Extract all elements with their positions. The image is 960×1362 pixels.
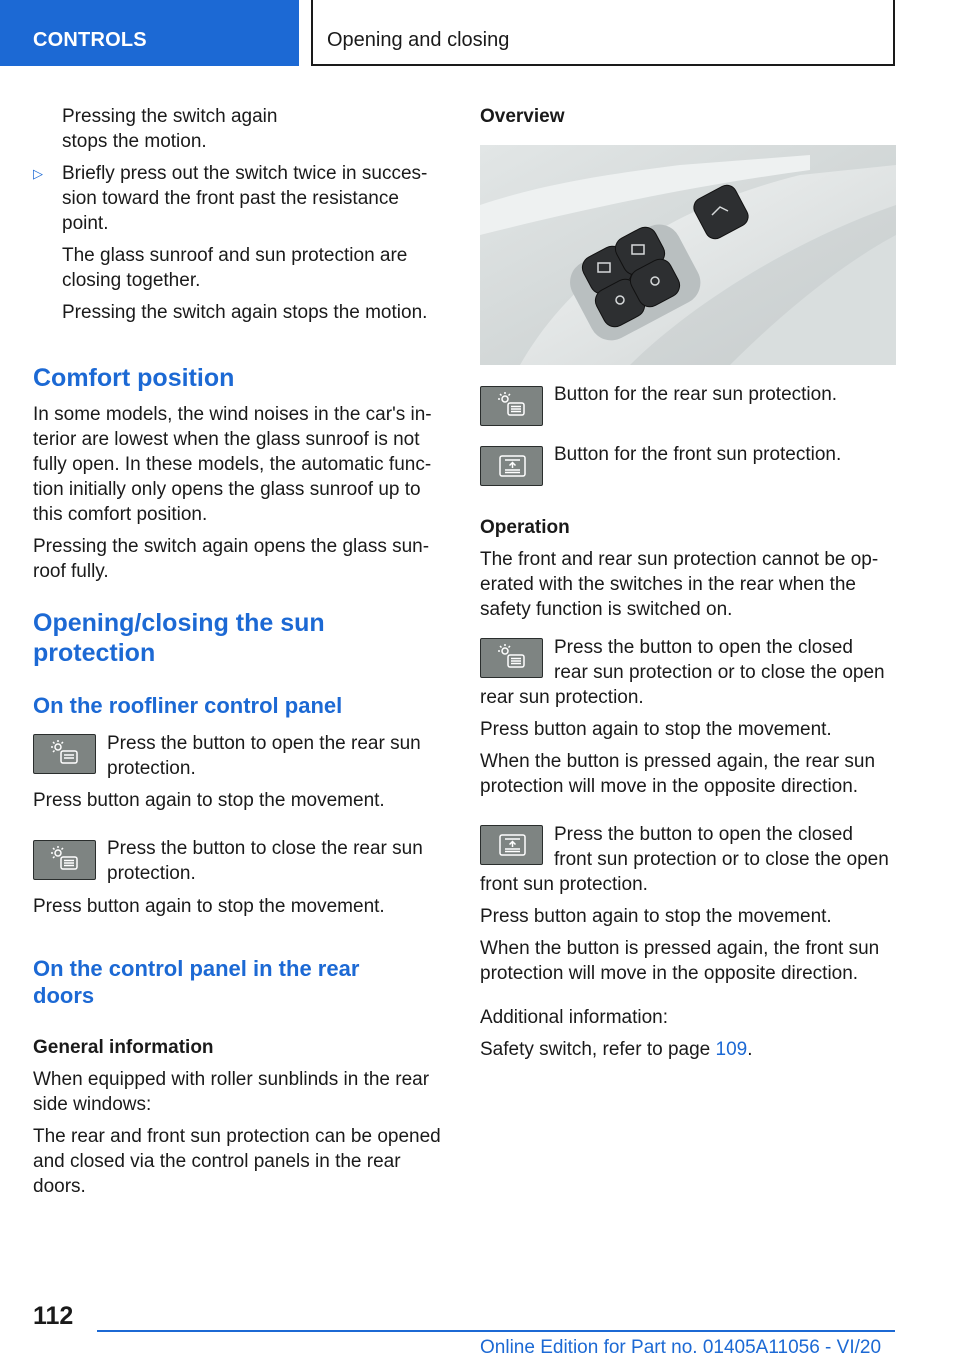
text-line: Button for the front sun protection.	[554, 444, 842, 465]
roofliner-heading: On the roofliner control panel	[33, 693, 343, 718]
sun-protection-heading-cont: protection	[33, 639, 156, 667]
text-line: protection will move in the opposite direction.	[480, 776, 859, 797]
rear-sun-protection-button-image	[480, 386, 543, 426]
section-title: CONTROLS	[33, 29, 147, 51]
text-line: The front and rear sun protection cannot be op-	[480, 549, 879, 570]
text-line: stops the motion.	[62, 131, 207, 152]
section-tab[interactable]	[0, 0, 299, 66]
text-line: rear sun protection.	[480, 687, 644, 708]
text-line: Briefly press out the switch twice in succes-	[62, 163, 428, 184]
text-line: rear sun protection or to close the open	[554, 662, 885, 683]
safety-switch-reference	[480, 1037, 753, 1062]
text-line: Press button again to stop the movement.	[33, 896, 385, 917]
text-line: Press button again to stop the movement.	[480, 719, 832, 740]
rear-doors-heading-cont: doors	[33, 983, 95, 1008]
chapter-title: Opening and closing	[327, 29, 510, 51]
text-line: point.	[62, 213, 109, 234]
text-line: When the button is pressed again, the front sun	[480, 938, 880, 959]
text-line: doors.	[33, 1176, 86, 1197]
text-line: roof fully.	[33, 561, 109, 582]
text-line: Button for the rear sun protection.	[554, 384, 838, 405]
text-line: Pressing the switch again opens the glass sun-	[33, 536, 430, 557]
text-line: tion initially only opens the glass sunroof up to	[33, 479, 421, 500]
general-info-heading: General information	[33, 1037, 214, 1058]
text-line: protection will move in the opposite direction.	[480, 963, 859, 984]
text-line: closing together.	[62, 270, 201, 291]
text-line: Press the button to open the closed	[554, 637, 853, 658]
operation-heading: Operation	[480, 517, 570, 538]
page-link-109[interactable]: 109	[715, 1039, 748, 1060]
door-control-panel-photo	[480, 145, 896, 365]
text-line: Press button again to stop the movement.	[480, 906, 832, 927]
bullet-triangle-icon: ▷	[33, 166, 43, 181]
text-line: fully open. In these models, the automatic func-	[33, 454, 432, 475]
text-line: terior are lowest when the glass sunroof is not	[33, 429, 420, 450]
text-line: front sun protection or to close the open	[554, 849, 889, 870]
text-span: .	[747, 1039, 753, 1060]
text-line: erated with the switches in the rear when the	[480, 574, 856, 595]
text-line: Press the button to close the rear sun	[107, 838, 423, 859]
front-sun-protection-button-image	[480, 825, 543, 865]
text-line: Press button again to stop the movement.	[33, 790, 385, 811]
text-line: The rear and front sun protection can be opened	[33, 1126, 441, 1147]
text-line: When the button is pressed again, the rear sun	[480, 751, 876, 772]
text-line: Pressing the switch again stops the motion.	[62, 302, 428, 323]
text-line: protection.	[107, 863, 196, 884]
text-line: safety function is switched on.	[480, 599, 733, 620]
text-line: Additional information:	[480, 1007, 668, 1028]
text-line: When equipped with roller sunblinds in the rear	[33, 1069, 430, 1090]
text-line: In some models, the wind noises in the car's in-	[33, 404, 432, 425]
rear-sun-protection-icon	[481, 639, 544, 679]
rear-doors-heading: On the control panel in the rear	[33, 956, 360, 981]
door-switch-panel-illustration	[480, 145, 896, 365]
comfort-position-heading: Comfort position	[33, 364, 235, 392]
text-line: side windows:	[33, 1094, 152, 1115]
text-line: sion toward the front past the resistance	[62, 188, 399, 209]
text-span: Safety switch, refer to page	[480, 1039, 716, 1060]
text-line: front sun protection.	[480, 874, 648, 895]
front-sun-protection-icon	[481, 826, 544, 866]
rear-sun-protection-button-image	[480, 638, 543, 678]
front-sun-protection-button-image	[480, 446, 543, 486]
rear-sun-protection-icon	[481, 387, 544, 427]
edition-text: Online Edition for Part no. 01405A11056 - VI/20	[480, 1337, 882, 1358]
rear-sun-protection-icon	[34, 841, 97, 881]
sun-protection-heading: Opening/closing the sun	[33, 609, 325, 637]
chapter-tab[interactable]	[311, 0, 895, 66]
text-line: The glass sunroof and sun protection are	[62, 245, 408, 266]
text-line: Press the button to open the closed	[554, 824, 853, 845]
text-line: this comfort position.	[33, 504, 208, 525]
rear-sun-protection-close-button-image	[33, 840, 96, 880]
text-line: Pressing the switch again	[62, 106, 278, 127]
text-line: and closed via the control panels in the rear	[33, 1151, 401, 1172]
front-sun-protection-icon	[481, 447, 544, 487]
text-line: protection.	[107, 758, 196, 779]
text-line: Press the button to open the rear sun	[107, 733, 421, 754]
page-number: 112	[33, 1302, 74, 1330]
footer-divider	[97, 1330, 895, 1332]
rear-sun-protection-button-image	[33, 734, 96, 774]
rear-sun-protection-icon	[34, 735, 97, 775]
overview-heading: Overview	[480, 106, 565, 127]
